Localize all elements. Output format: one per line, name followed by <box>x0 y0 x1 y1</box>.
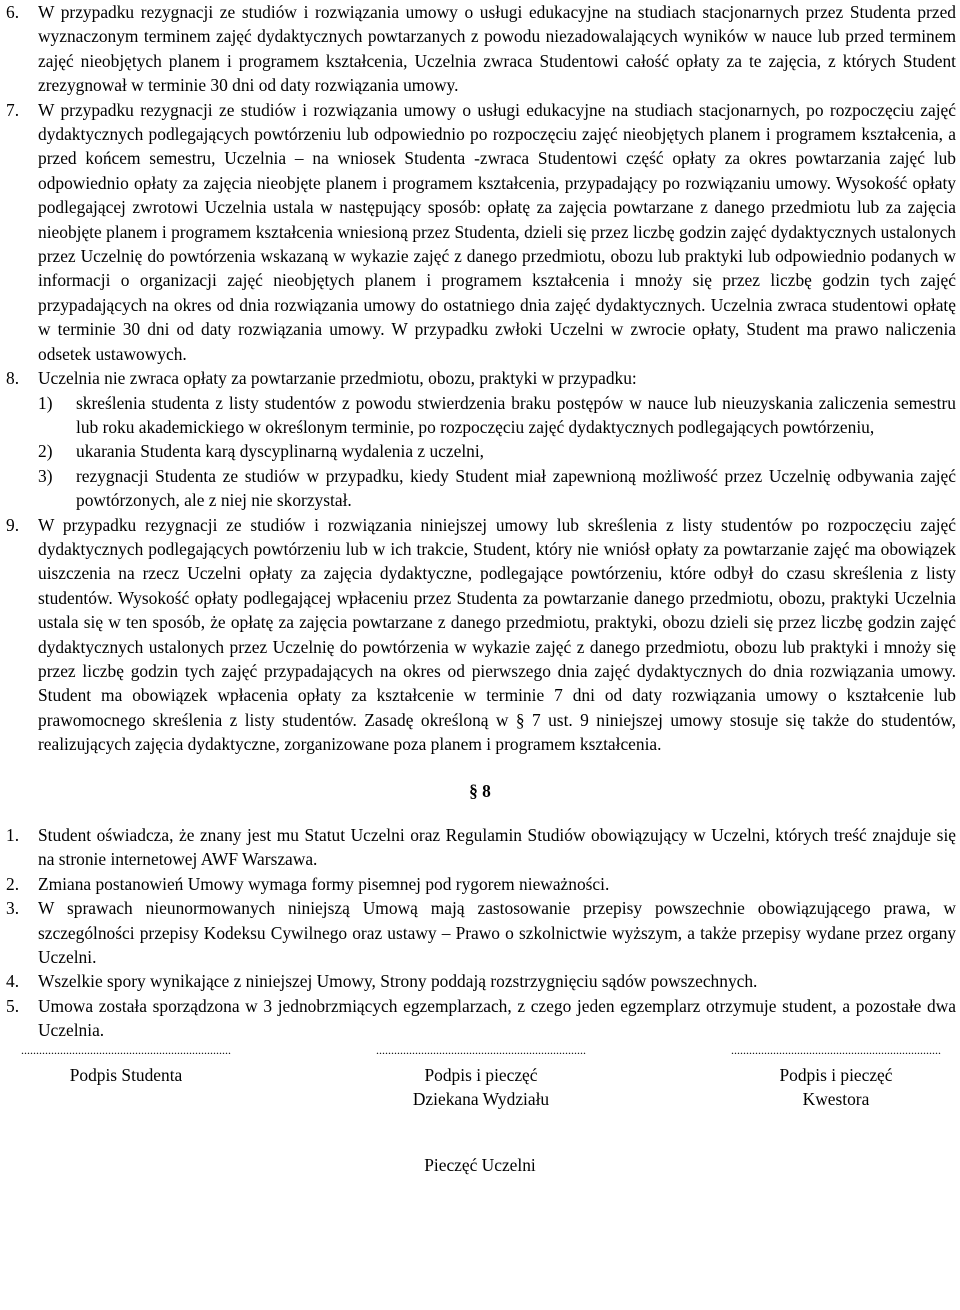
signature-line: ...................................................................... <box>21 1042 231 1057</box>
final-provisions-list <box>0 823 960 1043</box>
sub-item-text: ukarania Studenta karą dyscyplinarną wydalenia z uczelni, <box>76 441 485 462</box>
bursar-signature-label: Podpis i pieczęć <box>779 1064 893 1085</box>
section-heading: § 8 <box>469 780 491 801</box>
item-text: Uczelnia nie zwraca opłaty za powtarzanie przedmiotu, obozu, praktyki w przypadku: <box>38 368 637 389</box>
dean-signature-title: Dziekana Wydziału <box>412 1089 550 1110</box>
item-number: 5. <box>6 995 20 1016</box>
item-text: Umowa została sporządzona w 3 jednobrzmiących egzemplarzach, z czego jeden egzemplarz otrzymuje student, a pozostałe dwa Uczelnia. <box>38 995 956 1041</box>
university-seal-label: Pieczęć Uczelni <box>424 1154 536 1175</box>
sub-item-text: skreślenia studenta z listy studentów z powodu stwierdzenia braku postępów w nauce lub nieuzyskania zaliczenia semestru lub roku akademickiego w określonym terminie, po rozpoczęciu zajęć dydaktycznych podlegających powtórzeniu, <box>76 392 956 437</box>
signature-line: ...................................................................... <box>731 1042 941 1057</box>
item-number: 8. <box>6 368 20 389</box>
sub-list-item <box>38 464 956 513</box>
list-item <box>0 994 960 1043</box>
item-text: W sprawach nieunormowanych niniejszą Umową mają zastosowanie przepisy powszechnie obowiązującego prawa, w szczególności przepisy Kodeksu Cywilnego oraz ustawy – Prawo o szkolnictwie wyższym, a także przepisy wydane przez organy Uczelni. <box>38 898 956 968</box>
dean-signature <box>372 1043 590 1112</box>
list-item <box>0 896 960 969</box>
dean-signature-label: Podpis i pieczęć <box>424 1064 538 1085</box>
list-item <box>0 513 960 757</box>
item-text: W przypadku rezygnacji ze studiów i rozwiązania umowy o usługi edukacyjne na studiach stacjonarnych, po rozpoczęciu zajęć dydaktycznych podlegających powtórzeniu lub odpowiednio po rozpoczęciu zajęć nieobjętych planem i programem kształcenia, a przed końcem semestru, Uczelnia – na wniosek Studenta -zwraca Studentowi część opłaty za okres powtarzania zajęć lub odpowiednio opłaty za zajęcia nieobjęte planem i programem kształcenia, przypadający po rozwiązaniu umowy. Wysokość opłaty podlegającej zwrotowi Uczelnia ustala w następujący sposób: opłatę za zajęcia powtarzane z danego przedmiotu lub za zajęcia nieobjęte planem i programem kształcenia wniesioną przez Studenta, dzieli się przez liczbę godzin zajęć dydaktycznych ustalonych przez Uczelnię do powtórzenia wskazaną w wykazie zajęć z danego przedmiotu, obozu lub praktyki lub odpowiednio podanych w informacji o organizacji zajęć nieobjętych planem i programem kształcenia i mnoży się przez liczbę godzin tych zajęć przypadających na okres od dnia rozwiązania umowy do ostatniego dnia zajęć dydaktycznych. Uczelnia zwraca studentowi opłatę w terminie 30 dni od daty rozwiązania umowy. W przypadku zwłoki Uczelni w zwrocie opłaty, Student ma prawo naliczenia odsetek ustawowych. <box>38 99 956 364</box>
list-item <box>0 823 960 872</box>
item-text: W przypadku rezygnacji ze studiów i rozwiązania niniejszej umowy lub skreślenia z listy studentów po rozpoczęciu zajęć dydaktycznych podlegających powtórzeniu lub w ich trakcie, Student, który nie wniósł opłaty za powtarzanie zajęć ma obowiązek uiszczenia na rzecz Uczelni opłaty za zajęcia dydaktyczne, podlegające powtórzeniu, które odbył do czasu skreślenia z listy studentów. Wysokość opłaty podlegającej wpłaceniu przez Studenta za powtarzanie danego przedmiotu, obozu, praktyki Uczelnia ustala się w ten sposób, że opłatę za zajęcia powtarzane z danego przedmiotu, praktyki, obozu dzieli się przez liczbę godzin zajęć dydaktycznych ustalonych przez Uczelnię do powtórzenia w wykazie zajęć z danego przedmiotu, obozu lub praktyki i mnoży się przez liczbę godzin tych zajęć przypadających na okres od pierwszego dnia zajęć dydaktycznych do dnia rozwiązania umowy. Student ma obowiązek wpłacenia opłaty za kształcenie w terminie 7 dni od daty rozwiązania umowy o kształcenie lub prawomocnego skreślenia z listy studentów. Zasadę określoną w § 7 ust. 9 niniejszej umowy stosuje się także do studentów, realizujących zajęcia dydaktyczne, zorganizowane poza planem i programem kształcenia. <box>38 514 956 755</box>
item-number: 9. <box>6 514 20 535</box>
item-number: 3. <box>6 898 20 919</box>
bursar-signature <box>718 1043 954 1112</box>
list-item <box>0 366 960 512</box>
item-number: 1. <box>6 825 20 845</box>
student-signature-label: Podpis Studenta <box>69 1064 183 1085</box>
item-number: 7. <box>6 99 20 120</box>
list-item <box>0 969 960 993</box>
sub-item-text: rezygnacji Studenta ze studiów w przypadku, kiedy Student miał zapewnioną możliwość przez Uczelnię odbywania zajęć powtórzonych, ale z niej nie skorzystał. <box>76 465 956 511</box>
item-text: Student oświadcza, że znany jest mu Statut Uczelni oraz Regulamin Studiów obowiązujący w Uczelni, których treść znajduje się na stronie internetowej AWF Warszawa. <box>38 825 956 870</box>
sub-list <box>38 391 956 513</box>
list-item <box>0 0 960 98</box>
sub-list-item <box>38 391 956 440</box>
item-text: Wszelkie spory wynikające z niniejszej Umowy, Strony poddają rozstrzygnięciu sądów powszechnych. <box>38 971 758 992</box>
item-number: 2. <box>6 873 20 894</box>
student-signature <box>6 1043 246 1087</box>
item-number: 6. <box>6 2 20 22</box>
sub-item-number: 3) <box>38 465 53 486</box>
item-text: W przypadku rezygnacji ze studiów i rozwiązania umowy o usługi edukacyjne na studiach stacjonarnych przez Studenta przed wyznaczonym terminem zajęć dydaktycznych powtarzanych z powodu niezadowalających wyników w nauce lub przed terminem zajęć nieobjętych planem i programem kształcenia, Uczelnia zwraca Studentowi całość opłaty za te zajęcia, z których Student zrezygnował w terminie 30 dni od daty rozwiązania umowy. <box>38 2 956 96</box>
signature-line: ...................................................................... <box>376 1042 586 1057</box>
item-text: Zmiana postanowień Umowy wymaga formy pisemnej pod rygorem nieważności. <box>38 873 610 894</box>
signature-block <box>0 1043 960 1183</box>
list-item <box>0 872 960 896</box>
bursar-signature-title: Kwestora <box>802 1089 870 1110</box>
list-item <box>0 98 960 366</box>
sub-item-number: 2) <box>38 441 53 462</box>
sub-list-item <box>38 439 956 463</box>
sub-item-number: 1) <box>38 392 53 413</box>
item-number: 4. <box>6 971 20 992</box>
